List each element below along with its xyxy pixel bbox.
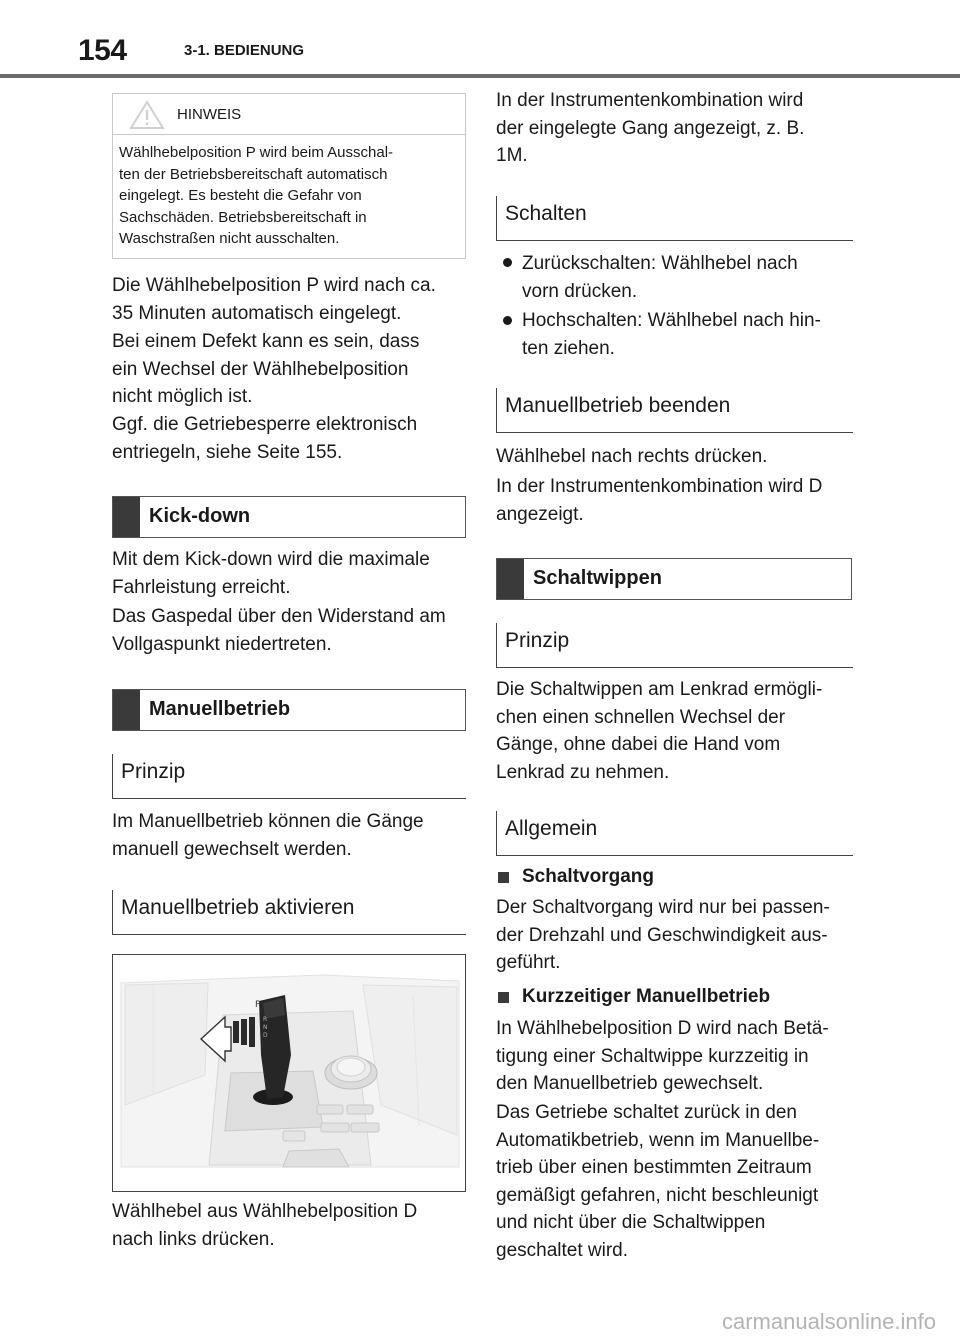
lever-label: P — [255, 1000, 261, 1010]
paragraph: Der Schaltvorgang wird nur bei passen- der Drehzahl und Geschwindigkeit aus- geführt. — [496, 897, 830, 973]
sub-title: Schaltvorgang — [522, 866, 654, 887]
square-bullet — [498, 872, 509, 883]
notice-line: Wählhebelposition P wird beim Ausschal- — [119, 144, 394, 161]
notice-line: Sachschäden. Betriebsbereitschaft in — [119, 208, 367, 226]
notice-header — [113, 94, 465, 135]
watermark: carmanualsonline.info — [721, 1309, 936, 1334]
paragraph: Die Wählhebelposition P wird nach ca. 35 Minuten automatisch eingelegt. — [112, 275, 436, 324]
svg-text:N: N — [263, 1024, 268, 1031]
paragraph: Im Manuellbetrieb können die Gänge manuell gewechselt werden. — [112, 811, 424, 860]
warning-icon — [129, 100, 165, 130]
subheading-prinzip-2: Prinzip — [496, 623, 853, 668]
section-title: 3-1. BEDIENUNG — [184, 42, 305, 59]
gear-selector-figure — [112, 954, 466, 1192]
notice-text — [119, 142, 459, 250]
svg-text:R: R — [263, 1016, 268, 1023]
figure-caption: Wählhebel aus Wählhebelposition D nach links drücken. — [112, 1201, 418, 1250]
paragraph: In der Instrumentenkombination wird der eingelegte Gang angezeigt, z. B. 1M. — [496, 90, 805, 166]
heading-schaltwippen: Schaltwippen — [496, 558, 852, 600]
paragraph: Ggf. die Getriebesperre elektronisch entriegeln, siehe Seite 155. — [112, 414, 418, 463]
bullet — [503, 316, 512, 325]
bullet-text: Zurückschalten: Wählhebel nach vorn drücken. — [522, 253, 798, 302]
notice-title: HINWEIS — [177, 106, 242, 123]
subheading-allgemein: Allgemein — [496, 811, 853, 856]
subheading-schalten: Schalten — [496, 196, 853, 241]
sub-title: Kurzzeitiger Manuellbetrieb — [522, 986, 771, 1007]
subheading-beenden: Manuellbetrieb beenden — [496, 388, 853, 433]
notice-line: Waschstraßen nicht ausschalten. — [119, 230, 340, 247]
paragraph: Mit dem Kick-down wird die maximale Fahrleistung erreicht. — [112, 549, 430, 598]
page-number: 154 — [78, 34, 127, 67]
subheading-prinzip: Prinzip — [112, 754, 466, 799]
gear-selector-illustration — [113, 955, 465, 1191]
square-bullet — [498, 992, 509, 1003]
paragraph: Das Getriebe schaltet zurück in den Automatikbetrieb, wenn im Manuellbe- trieb über einen bestimmten Zeitraum gemäßigt gefahren, nicht beschleunigt und nicht über die Schaltwippen geschaltet wird. — [496, 1102, 820, 1261]
bullet — [503, 258, 512, 267]
notice-line: eingelegt. Es besteht die Gefahr von — [119, 187, 362, 204]
svg-text:D: D — [263, 1032, 268, 1039]
notice-line: ten der Betriebsbereitschaft automatisch — [119, 165, 388, 183]
paragraph: In Wählhebelposition D wird nach Betä- tigung einer Schaltwippe kurzzeitig in den Manuellbetrieb gewechselt. — [496, 1018, 829, 1094]
heading-manuellbetrieb: Manuellbetrieb — [112, 689, 466, 731]
subheading-aktivieren: Manuellbetrieb aktivieren — [112, 890, 466, 935]
paragraph: Die Schaltwippen am Lenkrad ermögli- chen einen schnellen Wechsel der Gänge, ohne dabei die Hand vom Lenkrad zu nehmen. — [496, 679, 823, 783]
paragraph: Wählhebel nach rechts drücken. — [496, 446, 768, 467]
notice-box — [112, 93, 466, 259]
paragraph: Das Gaspedal über den Widerstand am Vollgaspunkt niedertreten. — [112, 606, 446, 655]
paragraph: Bei einem Defekt kann es sein, dass ein Wechsel der Wählhebelposition nicht möglich ist. — [112, 331, 420, 407]
bullet-text: Hochschalten: Wählhebel nach hin- ten ziehen. — [522, 310, 821, 359]
header-rule — [0, 74, 960, 78]
paragraph: In der Instrumentenkombination wird D angezeigt. — [496, 476, 823, 525]
heading-kickdown: Kick-down — [112, 496, 466, 538]
page-header — [0, 0, 960, 78]
